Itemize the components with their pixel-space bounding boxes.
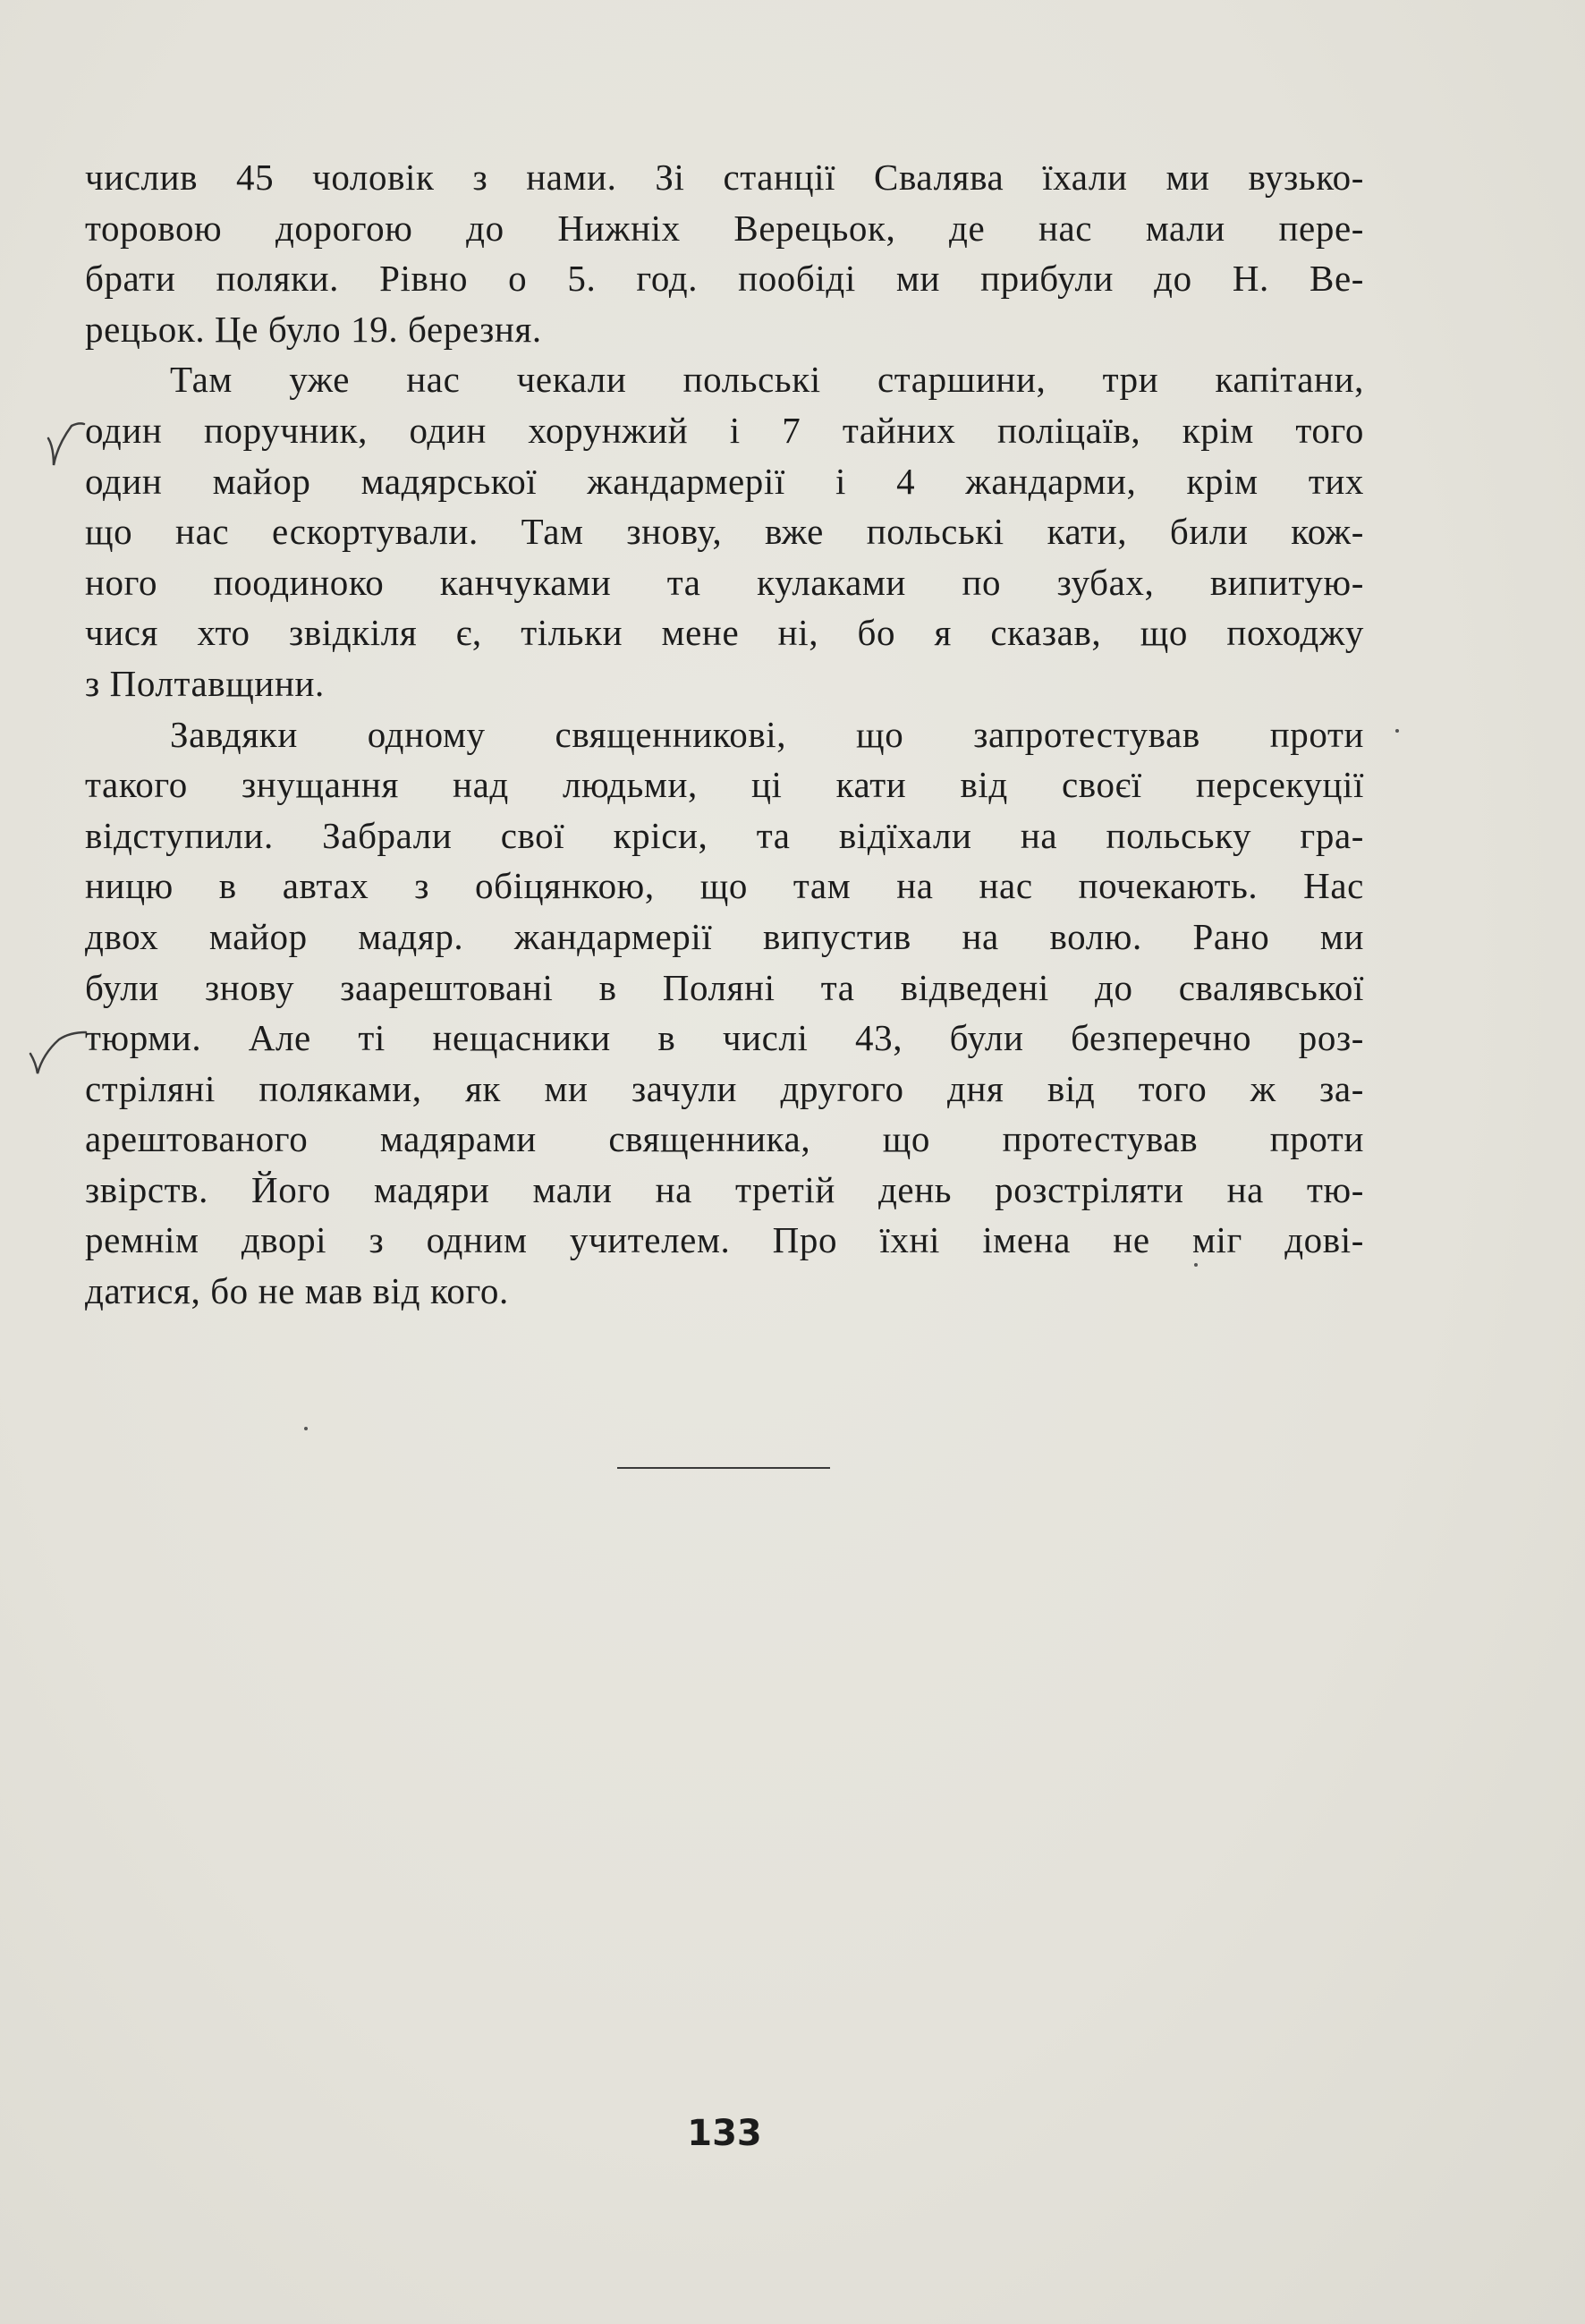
text-line: один майор мадярської жандармерії і 4 жандарми, крім тих [85, 460, 1364, 502]
text-line: Завдяки одному священникові, що запротестував проти [170, 713, 1364, 755]
text-line: чися хто звідкіля є, тільки мене ні, бо я сказав, що походжу [85, 612, 1364, 654]
text-line: рецьок. Це було 19. березня. [85, 308, 542, 350]
text-line: двох майор мадяр. жандармерії випустив на волю. Рано ми [85, 915, 1364, 957]
text-line: звірств. Його мадяри мали на третій день розстріляти на тю- [85, 1168, 1364, 1210]
text-line: стріляні поляками, як ми зачули другого дня від того ж за- [85, 1067, 1364, 1109]
paper-speck [1395, 729, 1399, 733]
text-line: один поручник, один хорунжий і 7 тайних поліцаїв, крім того [85, 409, 1364, 451]
body-text [85, 152, 1364, 1317]
margin-checkmark-icon [45, 420, 89, 475]
text-line: торовою дорогою до Нижніх Верецьок, де нас мали пере- [85, 207, 1364, 249]
text-line: були знову заарештовані в Поляні та відведені до свалявської [85, 966, 1364, 1008]
section-divider [617, 1467, 830, 1469]
text-line: ного поодиноко канчуками та кулаками по зубах, випитую- [85, 561, 1364, 603]
margin-checkmark-icon [27, 1027, 89, 1085]
text-line: з Полтавщини. [85, 662, 325, 704]
text-line: що нас ескортували. Там знову, вже польські кати, били кож- [85, 511, 1364, 553]
text-line: арештованого мадярами священника, що протестував проти [85, 1118, 1364, 1160]
text-line: відступили. Забрали свої кріси, та відїхали на польську гра- [85, 814, 1364, 856]
text-line: ремнім дворі з одним учителем. Про їхні імена не міг дові- [85, 1219, 1364, 1261]
paper-speck [1194, 1263, 1198, 1267]
text-line: ницю в автах з обіцянкою, що там на нас почекають. Нас [85, 865, 1364, 907]
paper-speck [304, 1427, 308, 1430]
text-line: Там уже нас чекали польські старшини, три капітани, [170, 359, 1364, 401]
text-line: брати поляки. Рівно о 5. год. пообіді ми прибули до Н. Ве- [85, 258, 1364, 300]
text-line: числив 45 чоловік з нами. Зі станції Свалява їхали ми вузько- [85, 157, 1364, 198]
page-number: 133 [687, 2113, 762, 2154]
text-line: тюрми. Але ті нещасники в числі 43, були безперечно роз- [85, 1017, 1364, 1059]
text-line: такого знущання над людьми, ці кати від своєї персекуції [85, 764, 1364, 806]
text-line: датися, бо не мав від кого. [85, 1270, 509, 1312]
